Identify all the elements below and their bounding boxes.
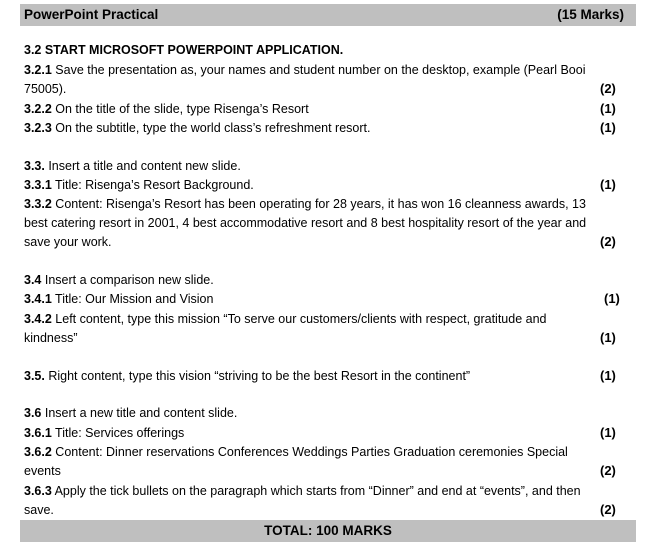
question-3-3-1 (24, 177, 254, 193)
question-mark: (1) (600, 368, 616, 383)
page-title: PowerPoint Practical (24, 7, 159, 22)
question-number: 3.4 (24, 273, 42, 287)
header-bar (20, 4, 636, 26)
question-mark: (1) (600, 120, 616, 135)
question-3-6-3-line-2: save. (24, 503, 54, 517)
question-3-6-2-line-1 (24, 444, 568, 460)
question-mark: (2) (600, 234, 616, 249)
question-number: 3.6.3 (24, 484, 52, 498)
question-text: Apply the tick bullets on the paragraph which starts from “Dinner” and end at “events”, and then (51, 484, 581, 498)
question-number: 3.3. (24, 159, 45, 173)
section-heading: 3.2 START MICROSOFT POWERPOINT APPLICATION. (24, 43, 344, 57)
question-3-2-1-line-2: 75005). (24, 82, 67, 96)
question-text: Save the presentation as, your names and student number on the desktop, example (Pearl Booi (51, 63, 586, 77)
question-number: 3.2.3 (24, 121, 52, 135)
question-3-6 (24, 405, 237, 421)
question-3-3-2-line-2: best catering resort in 2001, 4 best accommodative resort and 8 best hospitality resort of the year and (24, 216, 587, 230)
question-mark: (1) (604, 291, 620, 306)
question-number: 3.5. (24, 369, 45, 383)
question-text: Title: Risenga’s Resort Background. (51, 178, 254, 192)
question-3-3 (24, 158, 241, 174)
question-text: Right content, type this vision “striving to be the best Resort in the continent” (44, 369, 471, 383)
question-mark: (2) (600, 81, 616, 96)
question-number: 3.2.2 (24, 102, 52, 116)
question-3-6-2-line-2: events (24, 464, 61, 478)
question-mark: (1) (600, 177, 616, 192)
question-text: Content: Risenga’s Resort has been operating for 28 years, it has won 16 cleanness awards, 13 (51, 197, 586, 211)
footer-bar (20, 520, 636, 542)
question-number: 3.6 (24, 406, 42, 420)
question-3-4-2-line-1 (24, 311, 546, 327)
question-3-3-2-line-1 (24, 196, 586, 212)
question-number: 3.2.1 (24, 63, 52, 77)
question-3-4 (24, 272, 214, 288)
question-3-2-1-line-1 (24, 62, 585, 78)
total-label: TOTAL: 100 MARKS (264, 523, 392, 538)
question-mark: (1) (600, 425, 616, 440)
question-number: 3.4.2 (24, 312, 52, 326)
question-number: 3.3.1 (24, 178, 52, 192)
question-text: Insert a new title and content slide. (41, 406, 238, 420)
question-mark: (1) (600, 330, 616, 345)
question-mark: (2) (600, 463, 616, 478)
question-text: Content: Dinner reservations Conferences Weddings Parties Graduation ceremonies Special (51, 445, 568, 459)
total-marks-label: (15 Marks) (557, 7, 624, 22)
question-text: Insert a title and content new slide. (44, 159, 241, 173)
question-number: 3.3.2 (24, 197, 52, 211)
question-number: 3.6.1 (24, 426, 52, 440)
question-3-4-1 (24, 291, 213, 307)
question-3-4-2-line-2: kindness” (24, 331, 78, 345)
question-text: Title: Our Mission and Vision (51, 292, 214, 306)
question-3-6-1 (24, 425, 184, 441)
question-3-3-2-line-3: save your work. (24, 235, 112, 249)
question-text: Left content, type this mission “To serve our customers/clients with respect, gratitude and (51, 312, 547, 326)
question-mark: (2) (600, 502, 616, 517)
question-3-6-3-line-1 (24, 483, 581, 499)
question-text: Insert a comparison new slide. (41, 273, 214, 287)
question-3-5 (24, 368, 470, 384)
question-text: On the title of the slide, type Risenga’s Resort (51, 102, 309, 116)
question-3-2-2 (24, 101, 309, 117)
question-number: 3.4.1 (24, 292, 52, 306)
question-text: Title: Services offerings (51, 426, 185, 440)
question-mark: (1) (600, 101, 616, 116)
question-number: 3.6.2 (24, 445, 52, 459)
question-3-2-3 (24, 120, 370, 136)
question-text: On the subtitle, type the world class’s refreshment resort. (51, 121, 371, 135)
